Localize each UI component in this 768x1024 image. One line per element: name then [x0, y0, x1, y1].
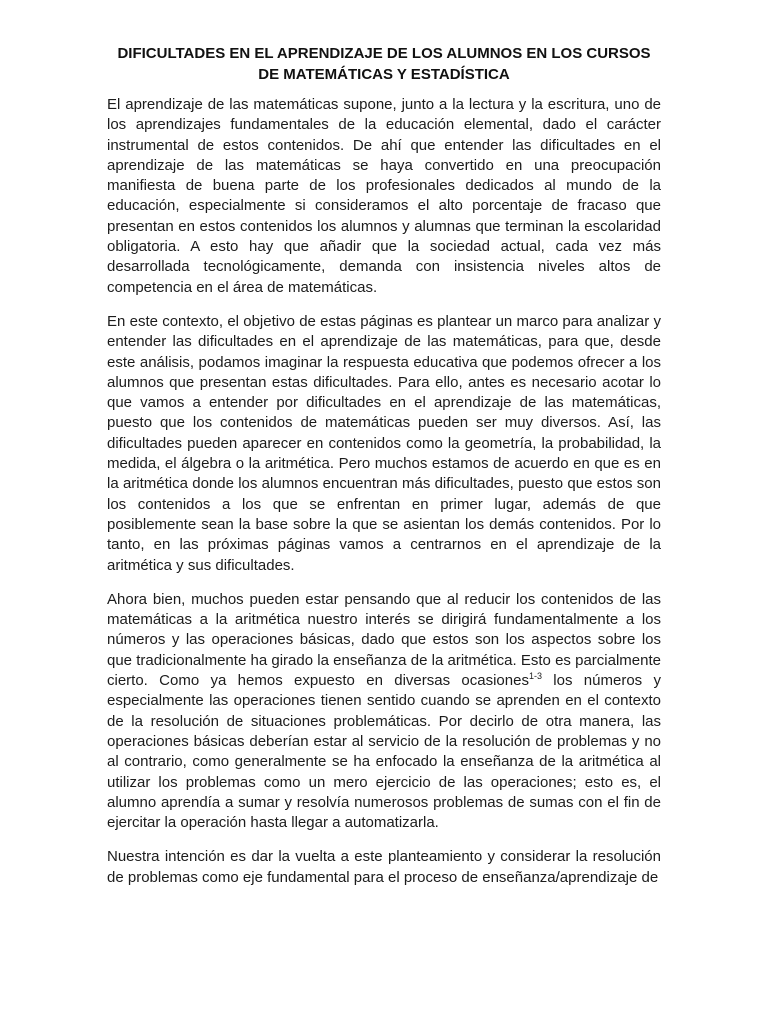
paragraph-4: Nuestra intención es dar la vuelta a este planteamiento y considerar la resolución de problemas como eje fundamental para el proceso de enseñanza/aprendizaje de [107, 848, 661, 886]
paragraph-2: En este contexto, el objetivo de estas páginas es plantear un marco para analizar y entender las dificultades en el aprendizaje de las matemáticas, para que, desde este análisis, podamos imaginar la respuesta educativa que podemos ofrecer a los alumnos que presentan estas dificultades. Para ello, antes es necesario acotar lo que vamos a entender por dificultades en el aprendizaje de las matemáticas, puesto que los contenidos de matemáticas pueden ser muy diversos. Así, las dificultades pueden aparecer en contenidos como la geometría, la probabilidad, la medida, el álgebra o la aritmética. Pero muchos estamos de acuerdo en que es en la aritmética donde los alumnos encuentran más dificultades, puesto que estos son los contenidos a los que se enfrentan en primer lugar, además de que posiblemente sean la base sobre la que se asientan los demás contenidos. Por lo tanto, en las próximas páginas vamos a centrarnos en el aprendizaje de la aritmética y sus dificultades. [107, 312, 661, 574]
paragraph-1: El aprendizaje de las matemáticas supone, junto a la lectura y la escritura, uno de los aprendizajes fundamentales de la educación elemental, dado el carácter instrumental de estos contenidos. De ahí que entender las dificultades en el aprendizaje de las matemáticas se haya convertido en una preocupación manifiesta de buena parte de los profesionales dedicados al mundo de la educación, especialmente si consideramos el alto porcentaje de fracaso que presentan en estos contenidos los alumnos y alumnas que terminan la escolaridad obligatoria. A esto hay que añadir que la sociedad actual, cada vez más desarrollada tecnológicamente, demanda con insistencia niveles altos de competencia en el área de matemáticas. [107, 96, 661, 296]
title-line-1: DIFICULTADES EN EL APRENDIZAJE DE LOS ALUMNOS EN LOS CURSOS [117, 45, 651, 62]
document-title [107, 43, 661, 85]
title-line-2: DE MATEMÁTICAS Y ESTADÍSTICA [258, 66, 510, 83]
citation-reference: 1-3 [528, 671, 542, 682]
paragraph-3-text-before-reference: Ahora bien, muchos pueden estar pensando que al reducir los contenidos de las matemáticas a la aritmética nuestro interés se dirigirá fundamentalmente a los números y las operaciones básicas, dado que estos son los aspectos sobre los que tradicionalmente ha girado la enseñanza de la aritmética. Esto es parcialmente cierto. Como ya hemos expuesto en diversas ocasiones [107, 590, 661, 690]
paragraph-3-text-after-reference: los números y especialmente las operaciones tienen sentido cuando se aprenden en el contexto de la resolución de situaciones problemáticas. Por decirlo de otra manera, las operaciones básicas deberían estar al servicio de la resolución de problemas y no al contrario, como generalmente se ha enfocado la enseñanza de la aritmética al utilizar los problemas como un mero ejercicio de las operaciones; esto es, el alumno aprendía a sumar y resolvía numerosos problemas de sumas con el fin de ejercitar la operación hasta llegar a automatizarla. [107, 672, 661, 832]
document-page [107, 43, 661, 902]
paragraph-3 [107, 590, 661, 834]
